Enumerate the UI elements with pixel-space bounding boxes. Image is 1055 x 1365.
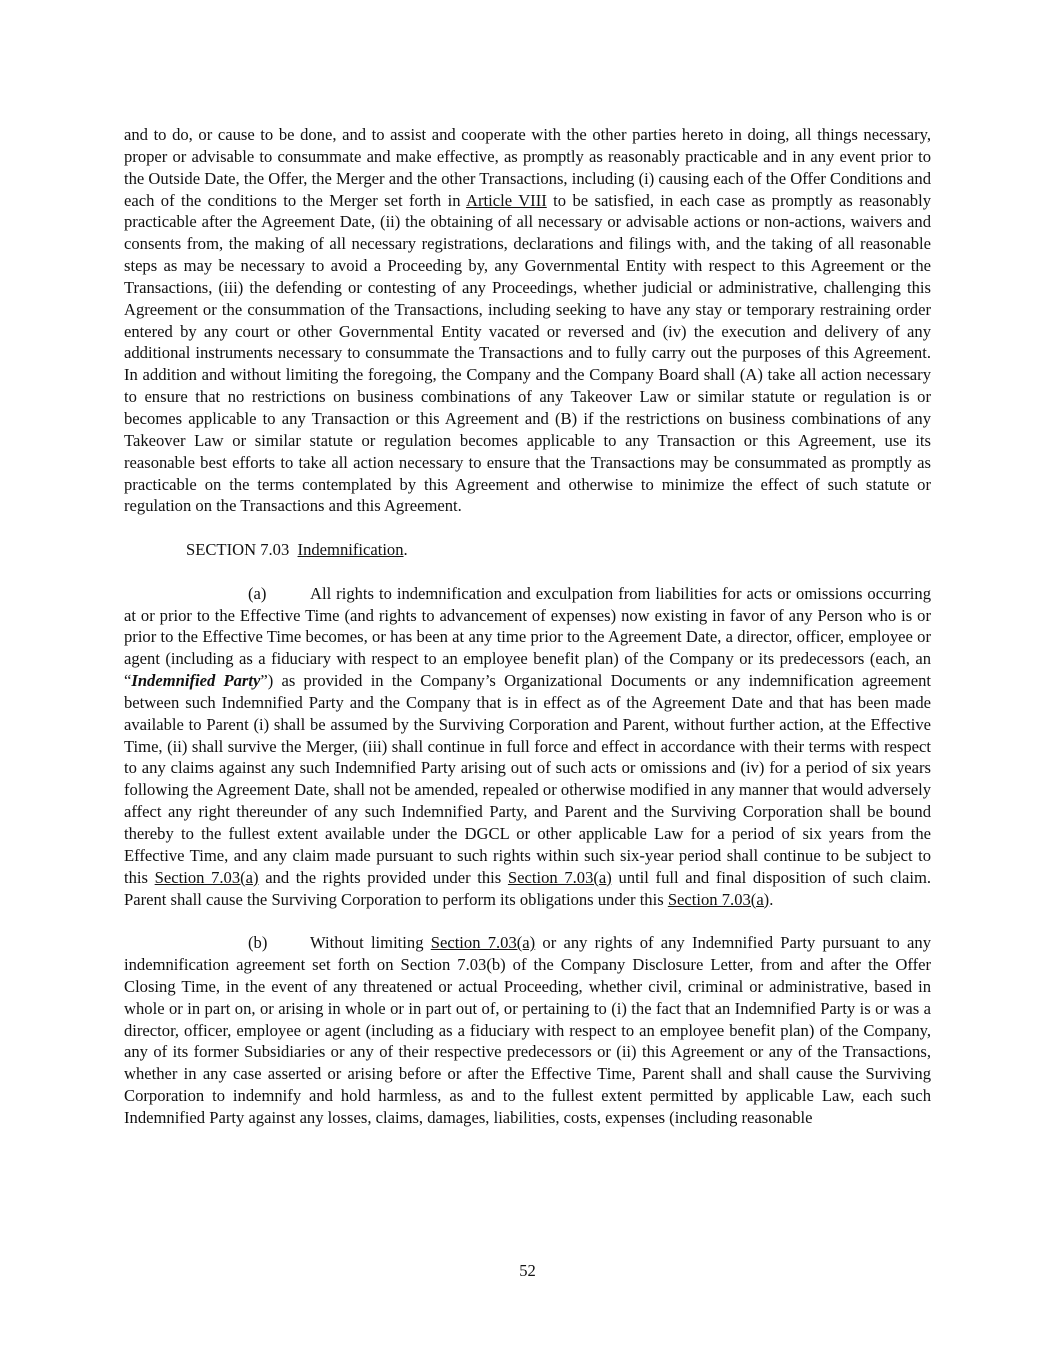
cross-reference-section-7-03a: Section 7.03(a) (154, 867, 259, 887)
cross-reference-section-7-03a: Section 7.03(a) (667, 889, 770, 909)
subsection-text: All rights to indemnification and exculpation from liabilities for acts or omissions occurring at or prior to the Effective Time (and rights to advancement of expenses) now existing in favor of any Person who is or prior to the Effective Time becomes, or has been at any time prior to the Agreement Date, a director, officer, employee or agent (including as a fiduciary with respect to an employee benefit plan) of the Company or its predecessors (each, an “ (124, 583, 931, 691)
subsection-text: . (769, 889, 774, 909)
subsection-b-label: (b) (248, 933, 268, 953)
paragraph-continued (124, 124, 931, 517)
subsection-a-label: (a) (248, 583, 267, 603)
section-heading (124, 539, 931, 561)
section-number: SECTION 7.03 (186, 540, 290, 560)
document-page (124, 124, 931, 1129)
subsection-text: ”) as provided in the Company’s Organizational Documents or any indemnification agreement between such Indemnified Party and the Company that is in effect as of the Agreement Date and that has been made available to Parent (i) shall be assumed by the Surviving Corporation and Parent, without further action, at the Effective Time, (ii) shall survive the Merger, (iii) shall continue in full force and effect in accordance with their terms with respect to any claims against any such Indemnified Party arising out of such acts or omissions and (iv) for a period of six years following the Agreement Date, shall not be amended, repealed or otherwise modified in any manner that would adversely affect any right thereunder of any such Indemnified Party, and Parent and the Surviving Corporation shall be bound thereby to the fullest extent available under the DGCL or other applicable Law for a period of six years from the Effective Time, and any claim made pursuant to such rights within such six-year period shall continue to be subject to this (124, 671, 931, 887)
paragraph-text: and to do, or cause to be done, and to assist and cooperate with the other parties hereto in doing, all things necessary, proper or advisable to consummate and make effective, as promptly as reasonably practicable and in any event prior to the Outside Date, the Offer, the Merger and the other Transactions, including (i) causing each of the Offer Conditions and each of the conditions to the Merger set forth in (124, 125, 931, 210)
subsection-a (124, 583, 931, 911)
subsection-b (124, 932, 931, 1129)
cross-reference-article-viii: Article VIII (466, 190, 547, 210)
paragraph-text: to be satisfied, in each case as promptly as reasonably practicable after the Agreement Date, (ii) the obtaining of all necessary or advisable actions or non-actions, waivers and consents from, the making of all necessary registrations, declarations and filings with, and the taking of all reasonable steps as may be necessary to avoid a Proceeding by, any Governmental Entity with respect to this Agreement or the Transactions, (iii) the defending or contesting of any Proceedings, whether judicial or administrative, challenging this Agreement or the consummation of the Transactions, including seeking to have any stay or temporary restraining order entered by any court or other Governmental Entity vacated or reversed and (iv) the execution and delivery of any additional instruments necessary to consummate the Transactions and to fully carry out the purposes of this Agreement. In addition and without limiting the foregoing, the Company and the Company Board shall (A) take all action necessary to ensure that no restrictions on business combinations of any Takeover Law or similar statute or regulation is or becomes applicable to any Transaction or this Agreement and (B) if the restrictions on business combinations of any Takeover Law or similar statute or regulation becomes applicable to any Transaction or this Agreement, use its reasonable best efforts to take all action necessary to ensure that the Transactions may be consummated as promptly as practicable on the terms contemplated by this Agreement and otherwise to minimize the effect of such statute or regulation on the Transactions and this Agreement. (124, 190, 931, 516)
section-title-period: . (403, 540, 408, 560)
subsection-text: or any rights of any Indemnified Party pursuant to any indemnification agreement set forth on Section 7.03(b) of the Company Disclosure Letter, from and after the Offer Closing Time, in the event of any threatened or actual Proceeding, whether civil, criminal or administrative, based in whole or in part on, or arising in whole or in part out of, or pertaining to (i) the fact that an Indemnified Party is or was a director, officer, employee or agent (including as a fiduciary with respect to an employee benefit plan) of the Company, any of its former Subsidiaries or any of their respective predecessors or (ii) this Agreement or any of the Transactions, whether in any case asserted or arising before or after the Effective Time, Parent shall and shall cause the Surviving Corporation to indemnify and hold harmless, as and to the fullest extent permitted by applicable Law, each such Indemnified Party against any losses, claims, damages, liabilities, costs, expenses (including reasonable (124, 933, 931, 1127)
cross-reference-section-7-03a: Section 7.03(a) (430, 933, 536, 953)
subsection-text: and the rights provided under this (258, 867, 508, 887)
page-number: 52 (519, 1261, 536, 1280)
cross-reference-section-7-03a: Section 7.03(a) (507, 867, 612, 887)
subsection-text: until full and final disposition of such claim. Parent shall cause the Surviving Corporation to perform its obligations under this (124, 867, 931, 909)
defined-term-indemnified-party: Indemnified Party (131, 671, 261, 691)
section-title: Indemnification (297, 540, 404, 560)
subsection-text: Without limiting (310, 933, 431, 953)
